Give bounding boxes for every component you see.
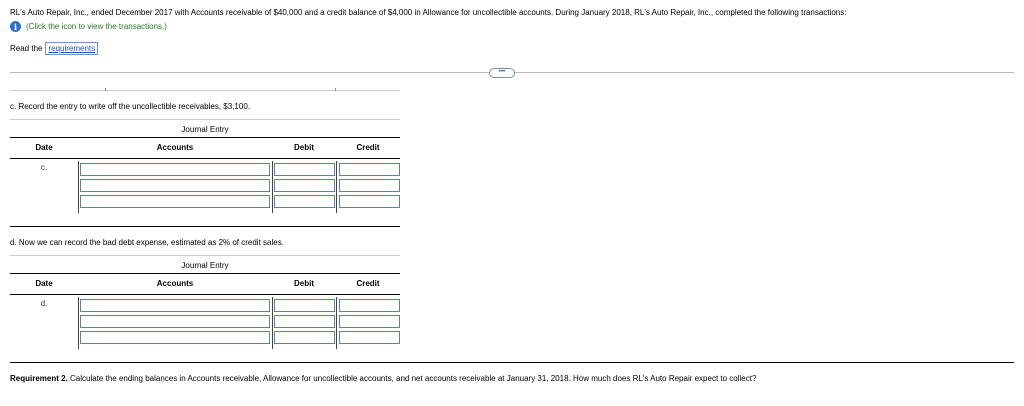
credit-input[interactable]	[339, 315, 400, 328]
debit-input[interactable]	[274, 179, 335, 192]
journal-entry-d	[10, 259, 400, 345]
column-divider	[272, 297, 273, 349]
header-credit: Credit	[356, 143, 380, 152]
expand-more-button[interactable]: •••	[489, 68, 515, 78]
read-requirements-row	[10, 42, 98, 55]
header-accounts: Accounts	[156, 279, 194, 288]
answer-area-rule	[10, 90, 400, 91]
requirement-2	[10, 374, 756, 383]
credit-input[interactable]	[339, 195, 400, 208]
section-c-instruction: c. Record the entry to write off the uncollectible receivables, $3,100.	[10, 102, 250, 111]
credit-input[interactable]	[339, 331, 400, 344]
journal-entry-c	[10, 123, 400, 209]
journal-row	[10, 297, 400, 313]
journal-title: Journal Entry	[181, 261, 229, 270]
account-input[interactable]	[80, 299, 270, 312]
rule-tick	[335, 88, 336, 91]
header-date: Date	[35, 279, 53, 288]
journal-title: Journal Entry	[181, 125, 229, 134]
problem-intro: RL's Auto Repair, Inc., ended December 2017 with Accounts receivable of $40,000 and a credit balance of $4,000 in Allowance for uncollectible accounts. During January 2018, RL's Auto Repair, Inc., completed the following transactions:	[10, 8, 847, 17]
column-divider	[78, 297, 79, 349]
debit-input[interactable]	[274, 315, 335, 328]
header-debit: Debit	[294, 279, 314, 288]
debit-input[interactable]	[274, 195, 335, 208]
requirements-link[interactable]: requirements	[45, 42, 98, 55]
header-date: Date	[35, 143, 53, 152]
credit-input[interactable]	[339, 299, 400, 312]
header-accounts: Accounts	[156, 143, 194, 152]
journal-body	[10, 161, 400, 209]
journal-row	[10, 177, 400, 193]
journal-row	[10, 313, 400, 329]
journal-row	[10, 193, 400, 209]
column-divider	[272, 161, 273, 213]
header-debit: Debit	[294, 143, 314, 152]
account-input[interactable]	[80, 179, 270, 192]
column-divider	[336, 297, 337, 349]
info-row	[10, 21, 167, 32]
journal-header	[10, 273, 400, 295]
credit-input[interactable]	[339, 179, 400, 192]
column-divider	[336, 161, 337, 213]
column-divider	[78, 161, 79, 213]
section-d-rule	[10, 255, 400, 256]
account-input[interactable]	[80, 315, 270, 328]
section-bottom-rule	[10, 362, 1014, 363]
info-text: (Click the icon to view the transactions.)	[26, 22, 167, 31]
journal-c-bottom-rule	[10, 226, 400, 227]
section-d-instruction: d. Now we can record the bad debt expense, estimated as 2% of credit sales.	[10, 238, 284, 247]
journal-body	[10, 297, 400, 345]
journal-row	[10, 161, 400, 177]
date-cell: d.	[40, 299, 48, 308]
account-input[interactable]	[80, 331, 270, 344]
read-prefix: Read the	[10, 44, 43, 53]
account-input[interactable]	[80, 195, 270, 208]
journal-row	[10, 329, 400, 345]
info-icon[interactable]: i	[10, 21, 21, 32]
date-cell: c.	[40, 163, 48, 172]
journal-header	[10, 137, 400, 159]
debit-input[interactable]	[274, 299, 335, 312]
requirement-2-label: Requirement 2.	[10, 374, 68, 383]
header-credit: Credit	[356, 279, 380, 288]
debit-input[interactable]	[274, 331, 335, 344]
section-c-rule	[10, 119, 400, 120]
credit-input[interactable]	[339, 163, 400, 176]
requirement-2-text: Calculate the ending balances in Accounts receivable, Allowance for uncollectible accounts, and net accounts receivable at January 31, 2018. How much does RL's Auto Repair expect to collect?	[70, 374, 757, 383]
account-input[interactable]	[80, 163, 270, 176]
debit-input[interactable]	[274, 163, 335, 176]
rule-tick	[105, 88, 106, 91]
